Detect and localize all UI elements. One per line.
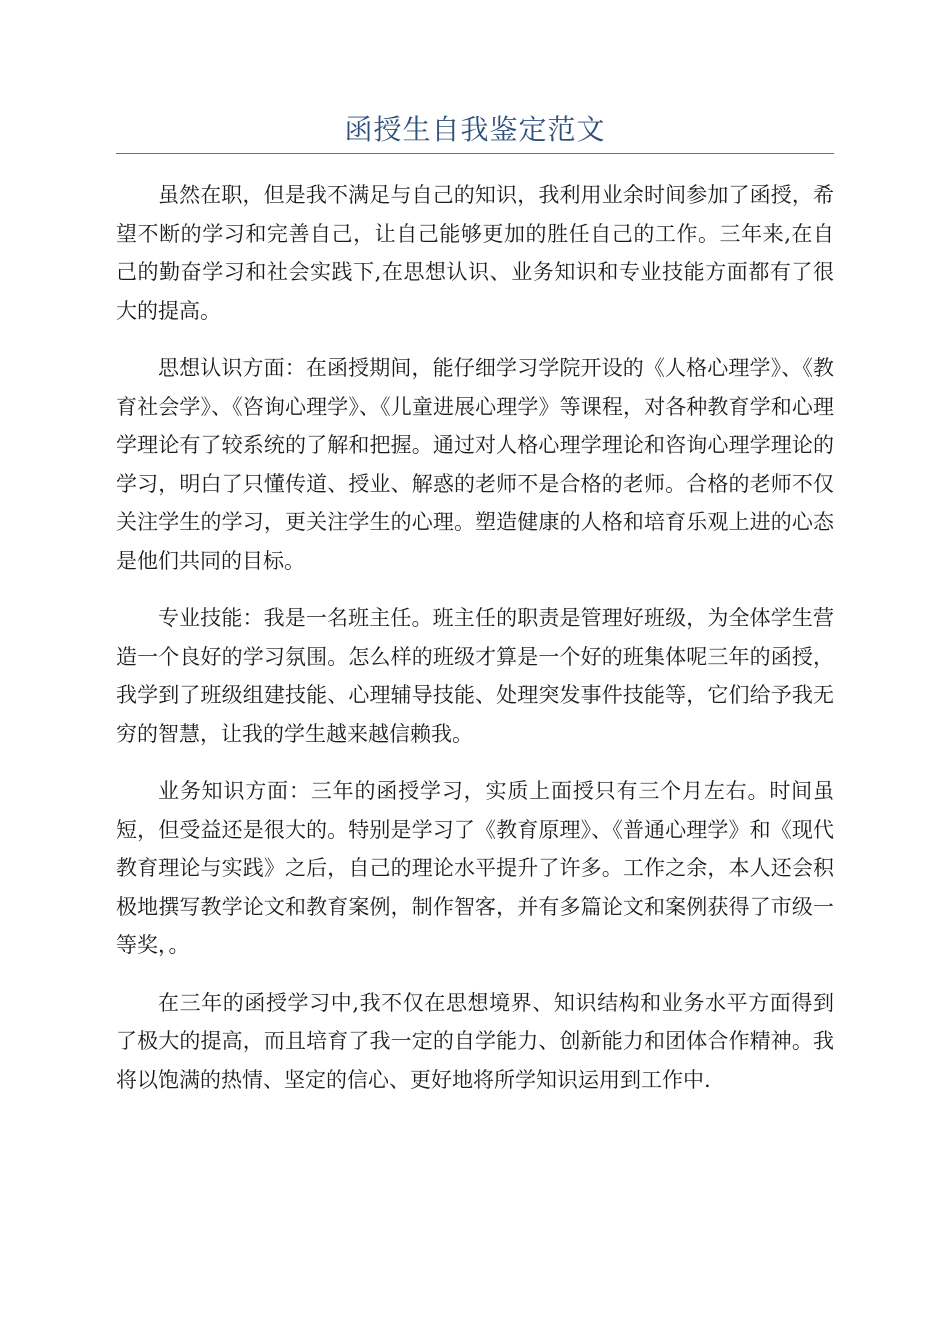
paragraph-business-knowledge: 业务知识方面：三年的函授学习，实质上面授只有三个月左右。时间虽短，但受益还是很大的。特别是学习了《教育原理》、《普通心理学》和《现代教育理论与实践》之后，自己的理论水平提升了许多。工作之余，本人还会积极地撰写教学论文和教育案例，制作智客，并有多篇论文和案例获得了市级一等奖，。 [116,779,834,957]
paragraph-ideology: 思想认识方面：在函授期间，能仔细学习学院开设的《人格心理学》、《教育社会学》、《咨询心理学》、《儿童进展心理学》等课程，对各种教育学和心理学理论有了较系统的了解和把握。通过对人格心理学理论和咨询心理学理论的学习，明白了只懂传道、授业、解惑的老师不是合格的老师。合格的老师不仅关注学生的学习，更关注学生的心理。塑造健康的人格和培育乐观上进的心态是他们共同的目标。 [116,356,834,573]
paragraph-conclusion: 在三年的函授学习中,我不仅在思想境界、知识结构和业务水平方面得到了极大的提高，而且培育了我一定的自学能力、创新能力和团体合作精神。我将以饱满的热情、坚定的信心、更好地将所学知识运用到工作中. [116,990,834,1092]
document-body [116,176,834,1118]
paragraph-professional-skills: 专业技能：我是一名班主任。班主任的职责是管理好班级，为全体学生营造一个良好的学习氛围。怎么样的班级才算是一个好的班集体呢三年的函授，我学到了班级组建技能、心理辅导技能、处理突发事件技能等，它们给予我无穷的智慧，让我的学生越来越信赖我。 [116,606,834,746]
title-underline [116,153,834,154]
paragraph-intro: 虽然在职，但是我不满足与自己的知识，我利用业余时间参加了函授，希望不断的学习和完善自己，让自己能够更加的胜任自己的工作。三年来,在自己的勤奋学习和社会实践下,在思想认识、业务知识和专业技能方面都有了很大的提高。 [116,183,834,323]
document-title: 函授生自我鉴定范文 [344,113,606,146]
